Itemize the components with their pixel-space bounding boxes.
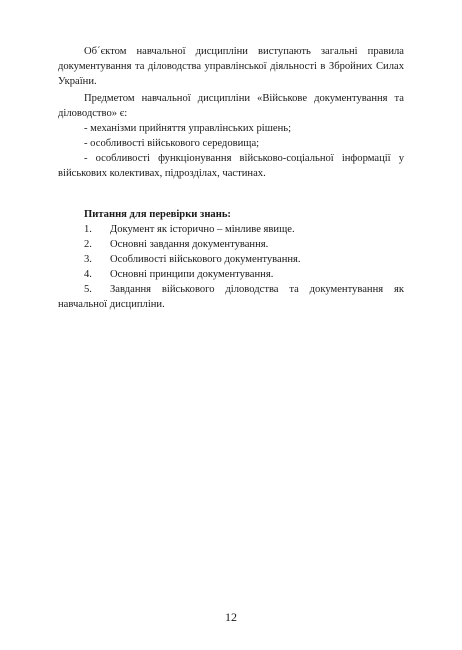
subject-bullet: - особливості військового середовища; xyxy=(84,138,260,149)
question-item xyxy=(58,282,404,312)
question-number: 1. xyxy=(84,224,92,235)
question-number: 2. xyxy=(84,239,92,250)
subject-section xyxy=(58,91,404,181)
subject-bullet: - особливості функціонування військово-соціальної інформації у військових колективах, підрозділах, частинах. xyxy=(58,153,404,179)
question-text: Основні принципи документування. xyxy=(110,269,274,280)
question-item xyxy=(58,222,404,237)
question-text: Основні завдання документування. xyxy=(110,239,269,250)
question-number: 5. xyxy=(84,284,92,295)
question-text: Завдання військового діловодства та документування як навчальної дисципліни. xyxy=(58,284,404,310)
subject-paragraph: Предметом навчальної дисципліни «Військове документування та діловодство» є: xyxy=(58,93,404,119)
questions-title: Питання для перевірки знань: xyxy=(84,209,231,220)
question-item xyxy=(58,267,404,282)
question-text: Документ як історично – мінливе явище. xyxy=(110,224,295,235)
question-item xyxy=(58,252,404,267)
review-questions xyxy=(58,207,404,312)
question-number: 3. xyxy=(84,254,92,265)
page-number: 12 xyxy=(225,610,237,624)
question-number: 4. xyxy=(84,269,92,280)
question-item xyxy=(58,237,404,252)
subject-bullet: - механізми прийняття управлінських рішень; xyxy=(84,123,292,134)
object-section xyxy=(58,44,404,89)
question-text: Особливості військового документування. xyxy=(110,254,301,265)
object-paragraph: Об´єктом навчальної дисципліни виступають загальні правила документування та діловодства управлінської діяльності в Збройних Силах України. xyxy=(58,46,404,87)
